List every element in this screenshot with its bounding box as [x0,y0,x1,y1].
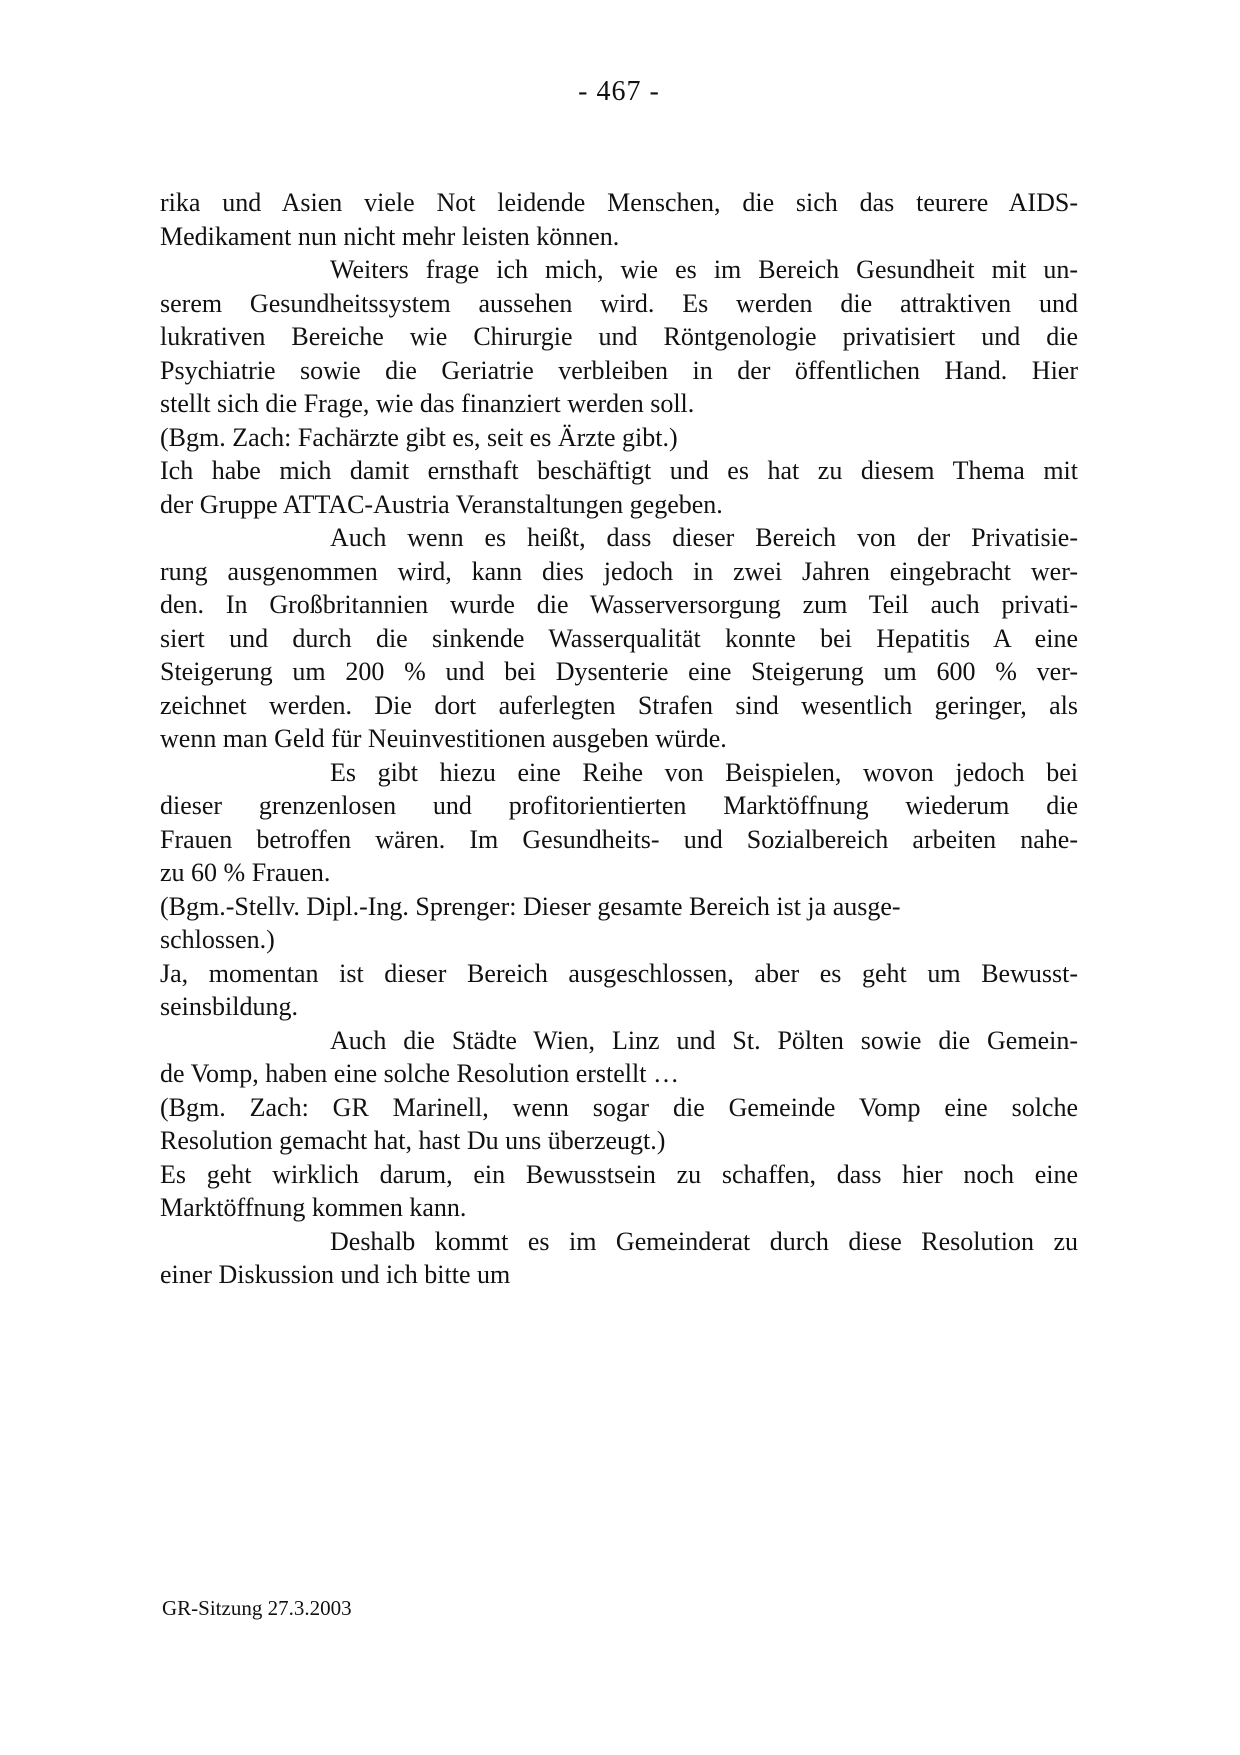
text-line: Auch die Städte Wien, Linz und St. Pölten sowie die Gemein- [330,1025,1078,1055]
paragraph [160,890,1078,957]
text-line: einer Diskussion und ich bitte um [160,1260,511,1289]
text-line: Medikament nun nicht mehr leisten können. [160,221,620,251]
document-body [160,186,1078,1292]
text-line: de Vomp, haben eine solche Resolution erstellt … [160,1059,679,1088]
text-line: (Bgm.-Stellv. Dipl.-Ing. Sprenger: Dieser gesamte Bereich ist ja ausge- [160,891,901,921]
text-line: Frauen betroffen wären. Im Gesundheits- und Sozialbereich arbeiten nahe- [160,824,1078,854]
paragraph [160,253,1078,421]
paragraph [160,1158,1078,1225]
text-line: seinsbildung. [160,992,298,1021]
text-line: serem Gesundheitssystem aussehen wird. Es werden die attraktiven und [160,288,1078,318]
text-line: (Bgm. Zach: Fachärzte gibt es, seit es Ärzte gibt.) [160,422,678,452]
text-line: Marktöffnung kommen kann. [160,1193,467,1222]
paragraph [160,1091,1078,1158]
page-number: - 467 - [578,76,660,107]
text-line: den. In Großbritannien wurde die Wasserversorgung zum Teil auch privati- [160,590,1078,619]
footer-session-label: GR-Sitzung 27.3.2003 [162,1596,352,1620]
paragraph [160,1024,1078,1091]
text-line: siert und durch die sinkende Wasserqualität konnte bei Hepatitis A eine [160,623,1078,653]
paragraph [160,454,1078,521]
text-line: Auch wenn es heißt, dass dieser Bereich von der Privatisie- [330,523,1078,552]
text-line: (Bgm. Zach: GR Marinell, wenn sogar die Gemeinde Vomp eine solche [160,1092,1078,1122]
text-line: Es geht wirklich darum, ein Bewusstsein zu schaffen, dass hier noch eine [160,1159,1078,1189]
text-line: schlossen.) [160,925,275,954]
text-line: Ich habe mich damit ernsthaft beschäftigt und es hat zu diesem Thema mit [160,456,1078,485]
text-line: zeichnet werden. Die dort auferlegten Strafen sind wesentlich geringer, als [160,690,1078,720]
text-line: Deshalb kommt es im Gemeinderat durch diese Resolution zu [330,1226,1078,1256]
text-line: Psychiatrie sowie die Geriatrie verbleiben in der öffentlichen Hand. Hier [160,355,1078,385]
text-line: Weiters frage ich mich, wie es im Bereich Gesundheit mit un- [330,255,1078,284]
text-line: Ja, momentan ist dieser Bereich ausgeschlossen, aber es geht um Bewusst- [160,958,1078,988]
text-line: stellt sich die Frage, wie das finanziert werden soll. [160,389,695,418]
text-line: rung ausgenommen wird, kann dies jedoch in zwei Jahren eingebracht wer- [160,556,1078,586]
text-line: lukrativen Bereiche wie Chirurgie und Röntgenologie privatisiert und die [160,322,1078,351]
text-line: wenn man Geld für Neuinvestitionen ausgeben würde. [160,724,727,753]
paragraph [160,186,1078,253]
paragraph [160,756,1078,890]
text-line: zu 60 % Frauen. [160,858,331,887]
paragraph [160,521,1078,756]
text-line: rika und Asien viele Not leidende Menschen, die sich das teurere AIDS- [160,188,1078,217]
text-line: der Gruppe ATTAC-Austria Veranstaltungen gegeben. [160,489,723,519]
text-line: Es gibt hiezu eine Reihe von Beispielen, wovon jedoch bei [330,757,1078,787]
text-line: dieser grenzenlosen und profitorientierten Marktöffnung wiederum die [160,791,1078,820]
paragraph [160,957,1078,1024]
text-line: Steigerung um 200 % und bei Dysenterie eine Steigerung um 600 % ver- [160,657,1078,686]
text-line: Resolution gemacht hat, hast Du uns überzeugt.) [160,1126,666,1155]
paragraph [160,421,1078,455]
paragraph [160,1225,1078,1292]
